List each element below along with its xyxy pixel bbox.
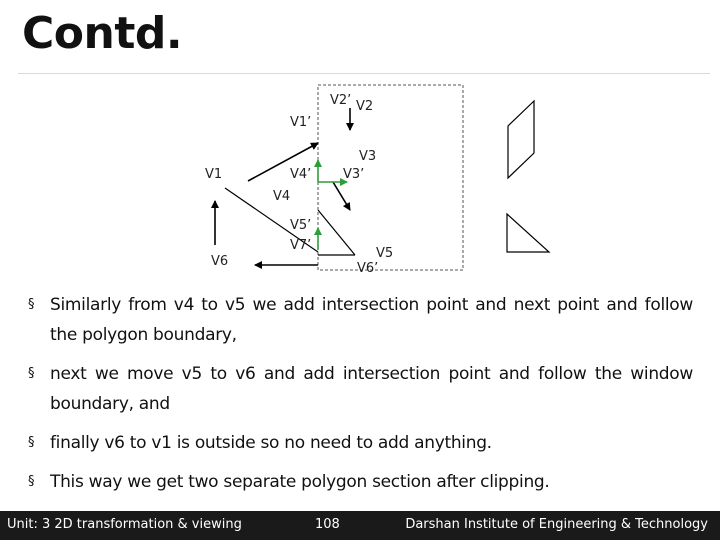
label-v1: V1 [205, 167, 223, 182]
label-v3p: V3’ [343, 167, 365, 182]
bullet-text: Similarly from v4 to v5 we add intersection point and next point and follow the polygon boundary, [50, 295, 693, 345]
bullet-text: finally v6 to v1 is outside so no need to add anything. [50, 433, 492, 453]
result-triangle [507, 214, 549, 252]
edge-v3-v4 [333, 182, 350, 210]
slide-title: Contd. [22, 8, 183, 59]
bullet-item [28, 290, 693, 350]
bullet-icon: § [28, 474, 35, 489]
bullet-icon: § [28, 297, 35, 312]
bullet-text: This way we get two separate polygon section after clipping. [50, 472, 550, 492]
label-v1p: V1’ [290, 115, 312, 130]
label-v5: V5 [376, 246, 394, 261]
edge-v5-diag [318, 210, 355, 255]
label-v2p: V2’ [330, 93, 352, 108]
bullet-item [28, 359, 693, 419]
label-v4: V4 [273, 189, 291, 204]
bullet-item [28, 428, 693, 458]
label-v7p: V7’ [290, 238, 312, 253]
footer-page-number: 108 [315, 517, 340, 532]
footer-institute: Darshan Institute of Engineering & Technology [405, 517, 708, 532]
label-v6: V6 [211, 254, 229, 269]
label-v6p: V6’ [357, 261, 379, 276]
result-parallelogram [508, 101, 534, 178]
label-v3: V3 [359, 149, 377, 164]
footer-bar [0, 511, 720, 540]
bullet-icon: § [28, 435, 35, 450]
bullet-icon: § [28, 366, 35, 381]
label-v5p: V5’ [290, 218, 312, 233]
bullet-item [28, 467, 693, 497]
footer-unit: Unit: 3 2D transformation & viewing [7, 517, 242, 532]
bullet-list [28, 290, 693, 506]
bullet-text: next we move v5 to v6 and add intersection point and follow the window boundary, and [50, 364, 693, 414]
label-v2: V2 [356, 99, 374, 114]
label-v4p: V4’ [290, 167, 312, 182]
clip-window [318, 85, 463, 270]
